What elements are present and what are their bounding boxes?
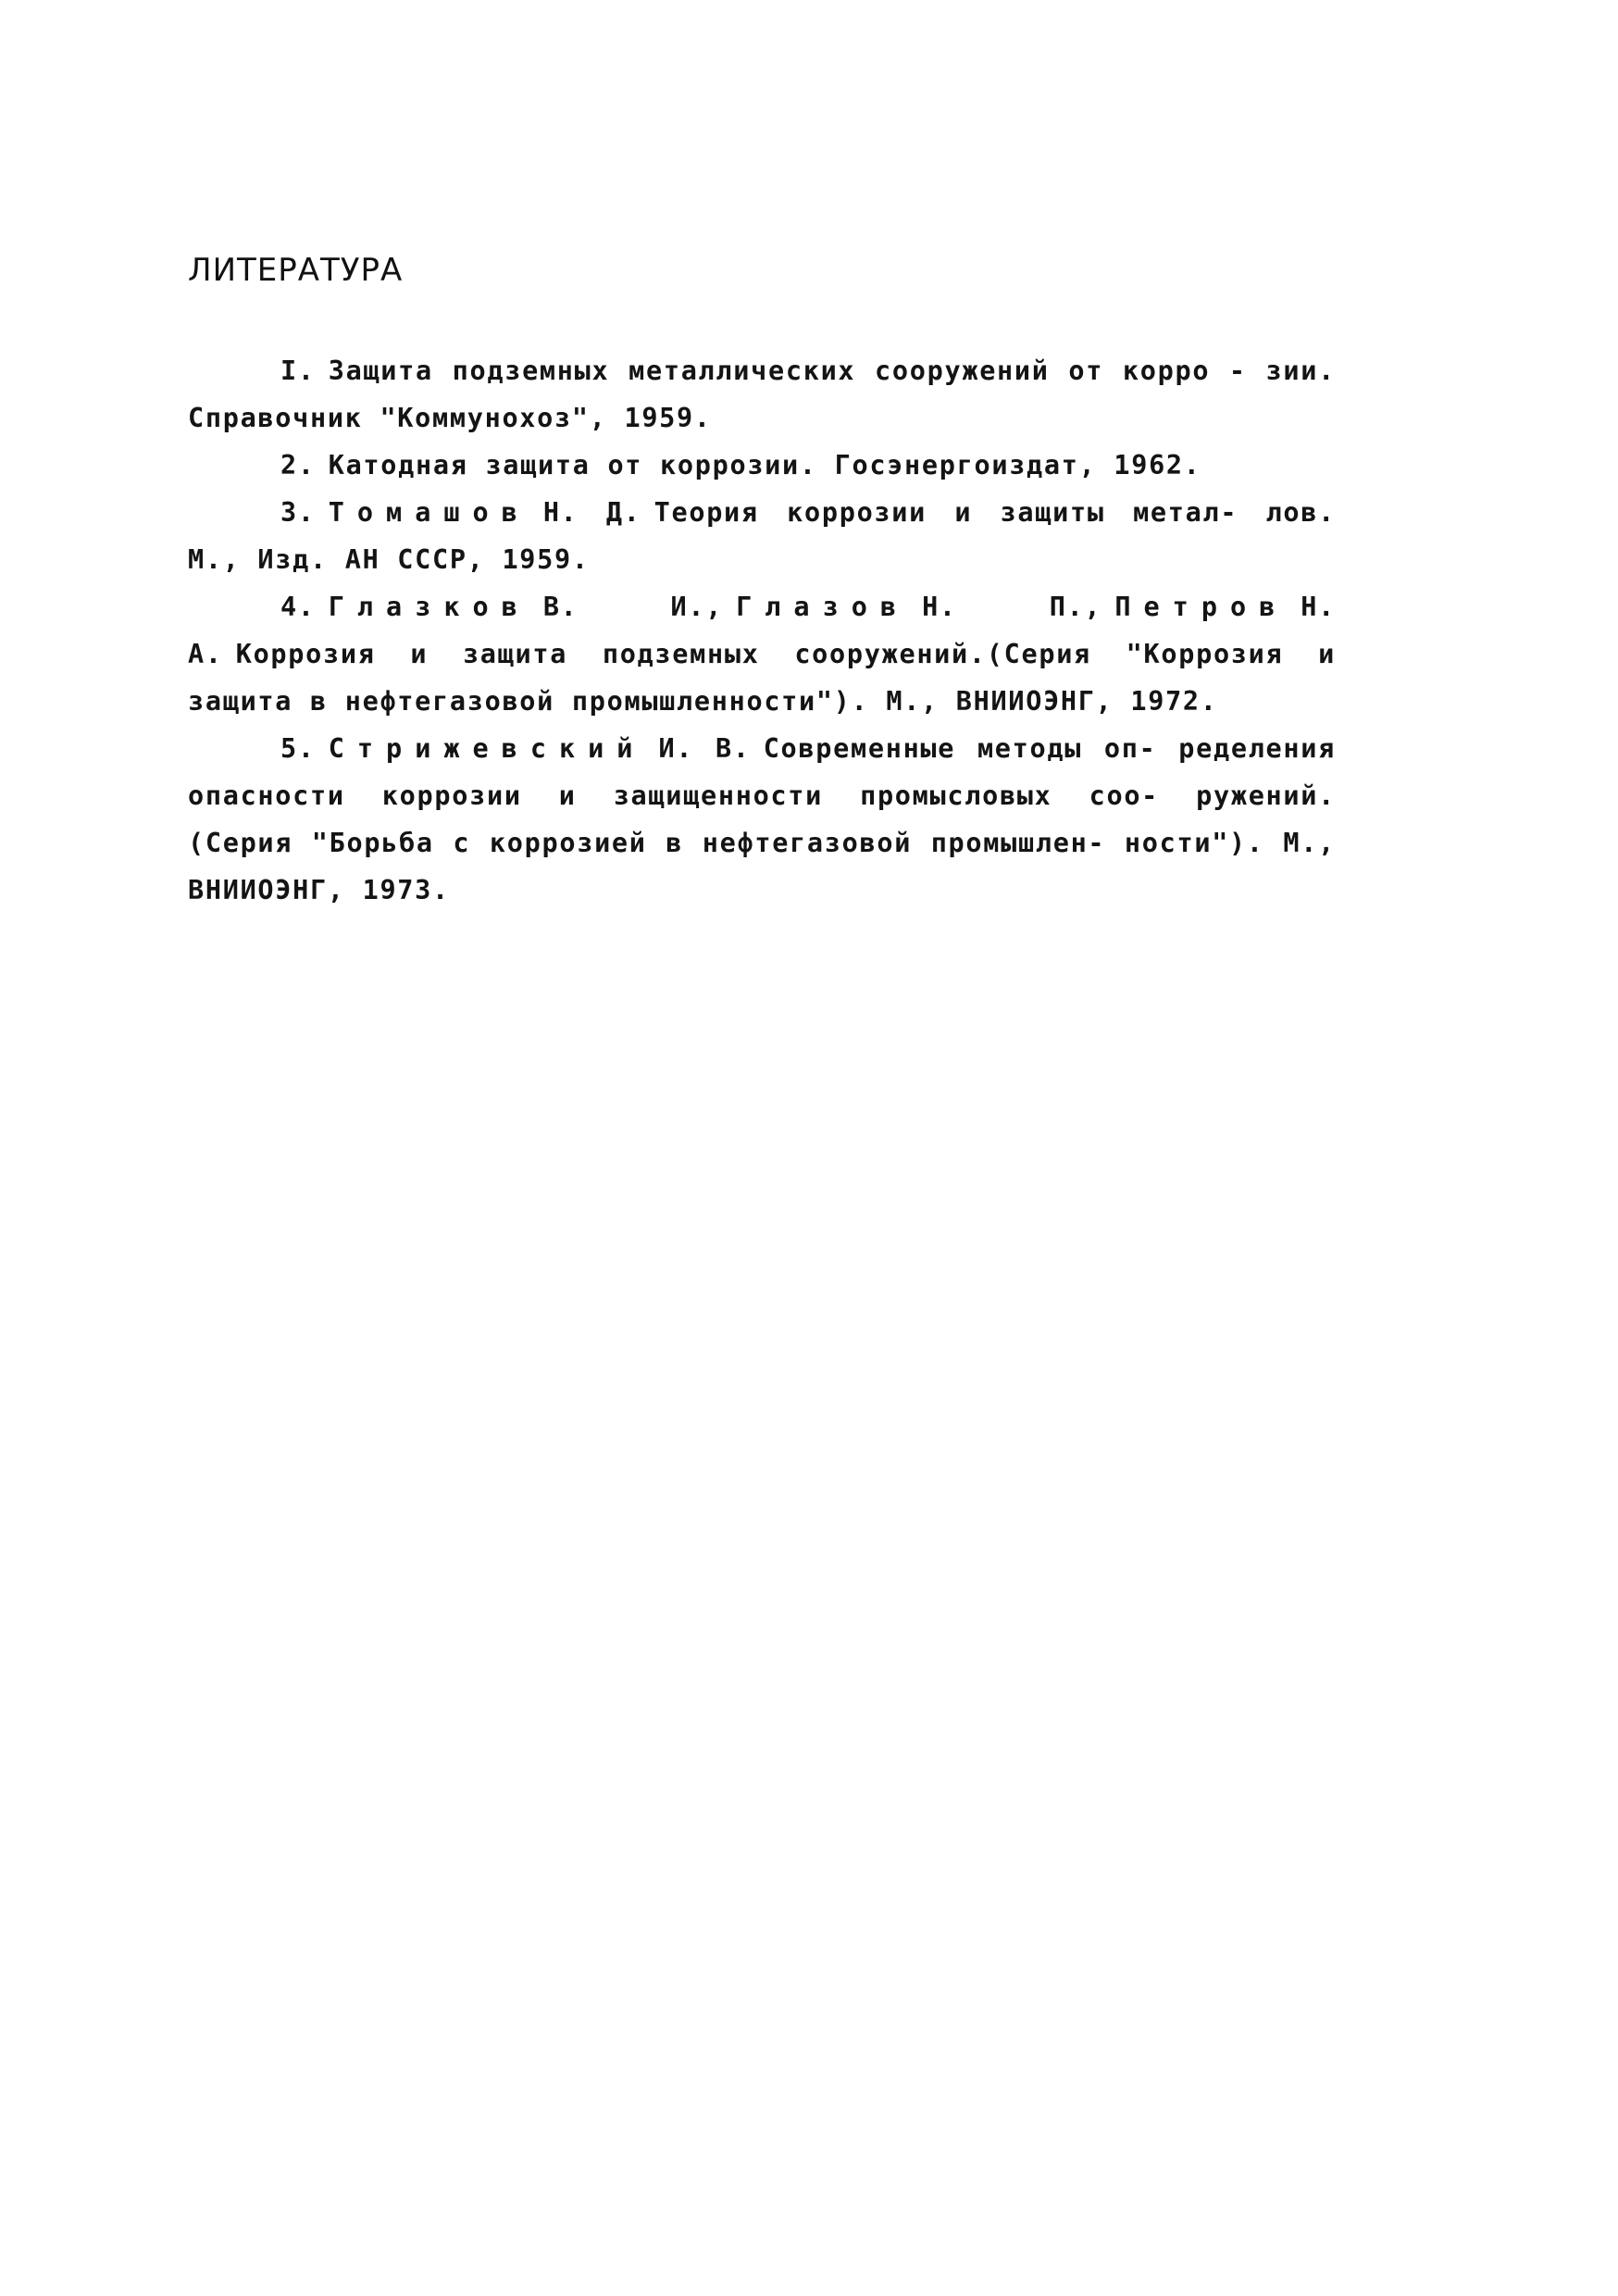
reference-number: 2. — [280, 450, 316, 480]
reference-author: Глазков — [328, 592, 530, 622]
reference-author-initials: В. И., — [542, 592, 724, 622]
reference-author: Глазов — [736, 592, 910, 622]
reference-item-2 — [188, 442, 1336, 489]
reference-author-initials: Н. А. — [188, 592, 1337, 669]
reference-author: Томашов — [328, 497, 530, 528]
reference-author: Петров — [1114, 592, 1288, 622]
reference-author-initials: Н. Д. — [542, 497, 641, 528]
reference-list — [188, 347, 1336, 914]
reference-item-3 — [188, 489, 1336, 583]
reference-author: Стрижевский — [328, 733, 646, 764]
page-title: ЛИТЕРАТУРА — [188, 252, 404, 289]
reference-author-initials: Н. П., — [922, 592, 1102, 622]
reference-text: Защита подземных металлических сооружений от корро - зии. Справочник "Коммунохоз", 1959. — [188, 356, 1336, 433]
reference-item-4 — [188, 583, 1336, 725]
reference-number: 5. — [280, 733, 316, 764]
reference-text: Коррозия и защита подземных сооружений.(Серия "Коррозия и защита в нефтегазовой промышленности"). М., ВНИИОЭНГ, 1972. — [188, 639, 1336, 717]
reference-item-5 — [188, 725, 1336, 914]
reference-item-1 — [188, 347, 1336, 442]
reference-author-initials: И. В. — [658, 733, 751, 764]
reference-number: 4. — [280, 592, 316, 622]
reference-number: 3. — [280, 497, 316, 528]
reference-number: I. — [280, 356, 316, 386]
reference-text: Теория коррозии и защиты метал- лов. М., Изд. АН СССР, 1959. — [188, 497, 1337, 575]
reference-text: Катодная защита от коррозии. Госэнергоиздат, 1962. — [328, 450, 1201, 480]
reference-text: Современные методы оп- ределения опасности коррозии и защищенности промысловых соо- ружений. (Серия "Борьба с коррозией в нефтегазовой промышлен- ности"). М., ВНИИОЭНГ, 1973. — [188, 733, 1336, 905]
